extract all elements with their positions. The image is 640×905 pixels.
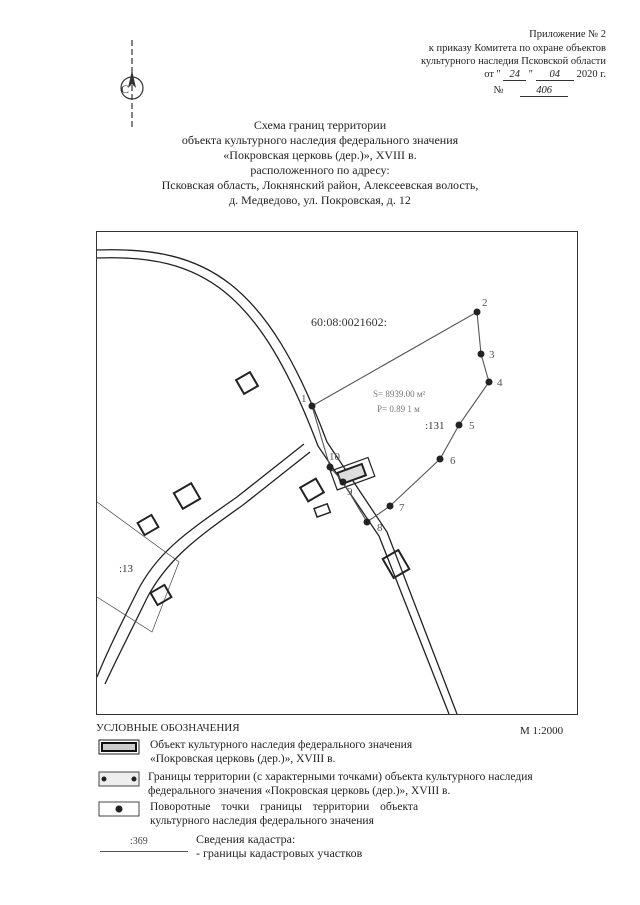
turning-point xyxy=(309,403,316,410)
parcel-13-boundary xyxy=(97,502,179,632)
legend-item-4 xyxy=(196,832,362,860)
legend-item-3-line-1: Поворотные точки границы территории объекта xyxy=(150,801,419,813)
appendix-label: Приложение № 2 xyxy=(529,29,606,40)
point-label-7: 7 xyxy=(399,502,405,514)
date-year: 2020 г. xyxy=(576,69,606,80)
legend-boundary-symbol xyxy=(98,770,140,788)
legend-item-1-line-1: Объект культурного наследия федерального значения xyxy=(150,739,413,751)
title-line-1: Схема границ территории xyxy=(253,118,387,132)
turning-point xyxy=(474,309,481,316)
point-label-10: 10 xyxy=(329,451,340,463)
building xyxy=(151,585,172,605)
legend-heritage-symbol xyxy=(98,738,140,756)
title-line-4: расположенного по адресу: xyxy=(250,163,390,177)
legend-item-3 xyxy=(150,800,418,828)
map-canvas xyxy=(97,232,577,714)
date-prefix: от " xyxy=(484,69,501,80)
parcel-131-label: :131 xyxy=(425,420,445,432)
order-date xyxy=(484,68,606,81)
turning-point xyxy=(486,379,493,386)
legend-item-2-line-1: Границы территории (с характерными точками) объекта культурного наследия xyxy=(148,771,533,783)
turning-point xyxy=(387,503,394,510)
point-label-8: 8 xyxy=(377,522,383,534)
road-main-inner xyxy=(97,258,449,714)
turning-point xyxy=(340,479,347,486)
point-label-1: 1 xyxy=(301,393,307,405)
legend-item-1-line-2: «Покровская церковь (дер.)», XVIII в. xyxy=(150,753,336,765)
legend-item-3-line-2: культурного наследия федерального значения xyxy=(150,815,374,827)
point-label-2: 2 xyxy=(482,297,488,309)
map-frame xyxy=(96,231,578,715)
legend-item-4-line-2: - границы кадастровых участков xyxy=(196,846,363,860)
title-line-3: «Покровская церковь (дер.)», XVIII в. xyxy=(223,148,417,162)
parcel-13-label: :13 xyxy=(119,563,134,575)
cadastral-block-label: 60:08:0021602: xyxy=(311,315,388,329)
date-day: 24 xyxy=(503,69,526,81)
title-line-5: Псковская область, Локнянский район, Алексеевская волость, xyxy=(161,178,479,192)
point-label-3: 3 xyxy=(489,349,495,361)
point-label-9: 9 xyxy=(347,486,353,498)
svg-text:С: С xyxy=(121,82,130,96)
legend-cadastral-sample: :369 xyxy=(130,836,148,847)
point-label-4: 4 xyxy=(497,377,503,389)
title-line-6: д. Медведово, ул. Покровская, д. 12 xyxy=(229,193,411,207)
road-main-outer xyxy=(97,250,457,714)
building xyxy=(236,372,258,394)
road-branch-outer xyxy=(97,444,304,677)
legend-item-4-line-1: Сведения кадастра: xyxy=(196,832,296,846)
turning-point xyxy=(327,464,334,471)
turning-point xyxy=(478,351,485,358)
building xyxy=(174,483,200,509)
legend-item-2 xyxy=(148,770,533,798)
turning-point xyxy=(364,519,371,526)
legend-item-2-line-2: федерального значения «Покровская церковь (дер.)», XVIII в. xyxy=(148,785,451,797)
perimeter-label: P= 0.89 1 м xyxy=(377,404,420,414)
date-month: 04 xyxy=(536,69,575,81)
turning-point xyxy=(437,456,444,463)
number-prefix: № xyxy=(493,85,504,96)
legend-heading: УСЛОВНЫЕ ОБОЗНАЧЕНИЯ xyxy=(96,722,240,734)
turning-point xyxy=(456,422,463,429)
building xyxy=(138,515,159,535)
point-label-6: 6 xyxy=(450,455,456,467)
title-line-2: объекта культурного наследия федерального значения xyxy=(181,133,459,147)
legend-turning-point-symbol xyxy=(98,800,140,818)
road-branch-inner xyxy=(105,452,310,684)
legend-item-1 xyxy=(150,738,412,766)
number-value: 406 xyxy=(520,85,568,97)
legend-cadastral-line xyxy=(100,851,188,852)
order-line-2: культурного наследия Псковской области xyxy=(420,56,606,67)
area-label: S= 8939.00 м² xyxy=(373,389,426,399)
date-mid: " xyxy=(528,69,533,80)
building xyxy=(300,479,324,502)
territory-boundary xyxy=(312,312,489,522)
order-number xyxy=(494,84,568,97)
building xyxy=(314,504,330,517)
order-line-1: к приказу Комитета по охране объектов xyxy=(428,43,606,54)
scale-label: М 1:2000 xyxy=(520,725,564,737)
scheme-title xyxy=(0,118,640,208)
point-label-5: 5 xyxy=(469,420,475,432)
